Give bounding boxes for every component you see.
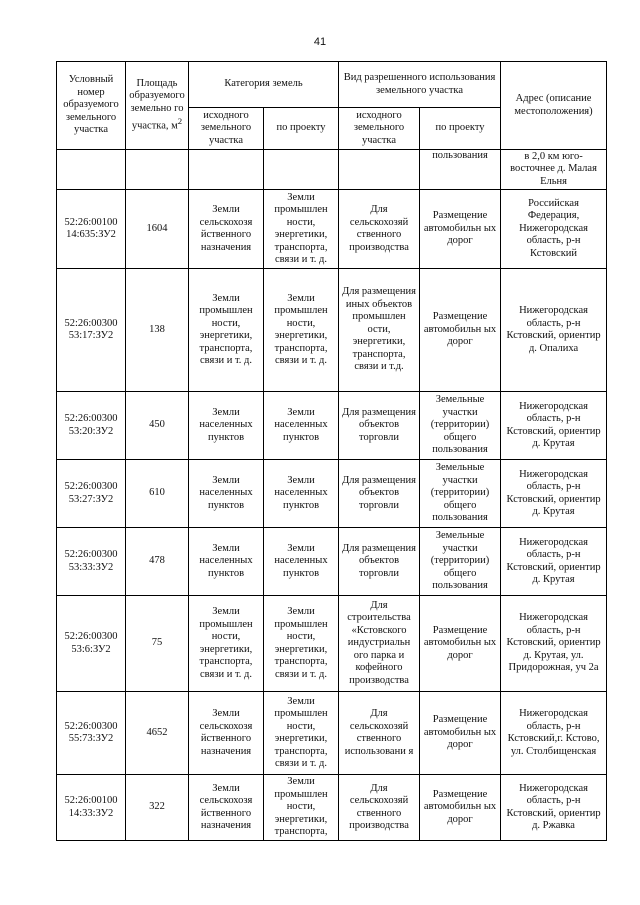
cell-use-project: пользования: [420, 150, 501, 190]
cell-plot-area: 450: [126, 392, 189, 460]
header-plot-area-text: Площадь образуемого земельно го участка, м: [129, 77, 185, 132]
cell-use-original: Для сельскохозяй ственного использовани я: [339, 692, 420, 775]
table-row: [57, 190, 607, 269]
page-number: 41: [313, 36, 327, 48]
cell-category-project: Земли промышлен ности, энергетики, транспорта,: [264, 775, 339, 841]
cell-category-project: Земли промышлен ности, энергетики, транспорта, связи и т. д.: [264, 269, 339, 392]
cell-use-original: Для размещения объектов торговли: [339, 528, 420, 596]
cell-address: в 2,0 км юго-восточнее д. Малая Ельня: [501, 150, 607, 190]
header-plot-area-sup: 2: [177, 116, 183, 127]
header-row-main: [57, 62, 607, 108]
cell-address: Нижегородская область, р-н Кстовский, ориентир д. Опалиха: [501, 269, 607, 392]
cell-category-project: Земли промышлен ности, энергетики, транспорта, связи и т. д.: [264, 596, 339, 692]
header-category-original: исходного земельного участка: [189, 108, 264, 150]
table-row: [57, 269, 607, 392]
cell-empty: [126, 150, 189, 190]
cell-use-original: Для размещения иных объектов промышлен ости, энергетики, транспорта, связи и т.д.: [339, 269, 420, 392]
cell-category-original: Земли сельскохозя йственного назначения: [189, 692, 264, 775]
cell-plot-area: 1604: [126, 190, 189, 269]
cell-plot-area: 75: [126, 596, 189, 692]
cell-category-original: Земли сельскохозя йственного назначения: [189, 775, 264, 841]
header-land-category: Категория земель: [189, 62, 339, 108]
header-plot-number: Условный номер образуемого земельного участка: [57, 62, 126, 150]
cell-address: Российская Федерация, Нижегородская область, р-н Кстовский: [501, 190, 607, 269]
cell-use-project: Размещение автомобильн ых дорог: [420, 692, 501, 775]
cell-plot-area: 4652: [126, 692, 189, 775]
cell-use-original: Для размещения объектов торговли: [339, 460, 420, 528]
cell-plot-area: 138: [126, 269, 189, 392]
cell-category-project: Земли промышлен ности, энергетики, транспорта, связи и т. д.: [264, 692, 339, 775]
cell-use-project: Размещение автомобильн ых дорог: [420, 596, 501, 692]
cell-plot-number: 52:26:00100 14:33:ЗУ2: [57, 775, 126, 841]
cell-address: Нижегородская область, р-н Кстовский, ориентир д. Крутая: [501, 460, 607, 528]
cell-address: Нижегородская область, р-н Кстовский, ориентир д. Ржавка: [501, 775, 607, 841]
header-permitted-use: Вид разрешенного использования земельного участка: [339, 62, 501, 108]
header-plot-area: [126, 62, 189, 150]
cell-empty: [189, 150, 264, 190]
cell-category-project: Земли промышлен ности, энергетики, транспорта, связи и т. д.: [264, 190, 339, 269]
land-plots-table: [56, 61, 607, 841]
cell-use-original: Для размещения объектов торговли: [339, 392, 420, 460]
cell-category-original: Земли промышлен ности, энергетики, транспорта, связи и т. д.: [189, 596, 264, 692]
cell-category-original: Земли населенных пунктов: [189, 392, 264, 460]
cell-empty: [264, 150, 339, 190]
cell-use-project: Размещение автомобильн ых дорог: [420, 775, 501, 841]
table-row: [57, 775, 607, 841]
header-address: Адрес (описание местоположения): [501, 62, 607, 150]
cell-plot-area: 610: [126, 460, 189, 528]
cell-address: Нижегородская область, р-н Кстовский,г. Кстово, ул. Столбищенская: [501, 692, 607, 775]
cell-category-original: Земли промышлен ности, энергетики, транспорта, связи и т. д.: [189, 269, 264, 392]
cell-plot-number: 52:26:00300 53:33:ЗУ2: [57, 528, 126, 596]
cell-category-original: Земли населенных пунктов: [189, 528, 264, 596]
cell-plot-number: 52:26:00300 53:6:ЗУ2: [57, 596, 126, 692]
cell-plot-number: 52:26:00300 53:20:ЗУ2: [57, 392, 126, 460]
cell-category-original: Земли сельскохозя йственного назначения: [189, 190, 264, 269]
cell-address: Нижегородская область, р-н Кстовский, ориентир д. Крутая: [501, 528, 607, 596]
table-row: [57, 692, 607, 775]
cell-plot-number: 52:26:00300 53:27:ЗУ2: [57, 460, 126, 528]
header-use-project: по проекту: [420, 108, 501, 150]
cell-empty: [57, 150, 126, 190]
cell-plot-number: 52:26:00100 14:635:ЗУ2: [57, 190, 126, 269]
table-row: [57, 392, 607, 460]
cell-empty: [339, 150, 420, 190]
cell-use-project: Земельные участки (территории) общего пользования: [420, 528, 501, 596]
table-row: [57, 460, 607, 528]
cell-address: Нижегородская область, р-н Кстовский, ориентир д. Крутая, ул. Придорожная, уч 2а: [501, 596, 607, 692]
cell-category-project: Земли населенных пунктов: [264, 460, 339, 528]
cell-category-project: Земли населенных пунктов: [264, 528, 339, 596]
table-row: [57, 596, 607, 692]
cell-use-project: Размещение автомобильн ых дорог: [420, 190, 501, 269]
cell-use-original: Для сельскохозяй ственного производства: [339, 775, 420, 841]
cell-use-project: Земельные участки (территории) общего пользования: [420, 460, 501, 528]
cell-use-project: Размещение автомобильн ых дорог: [420, 269, 501, 392]
header-use-original: исходного земельного участка: [339, 108, 420, 150]
table-row-continuation: [57, 150, 607, 190]
cell-plot-number: 52:26:00300 55:73:ЗУ2: [57, 692, 126, 775]
cell-category-original: Земли населенных пунктов: [189, 460, 264, 528]
cell-use-original: Для сельскохозяй ственного производства: [339, 190, 420, 269]
header-category-project: по проекту: [264, 108, 339, 150]
cell-plot-area: 478: [126, 528, 189, 596]
cell-plot-area: 322: [126, 775, 189, 841]
cell-plot-number: 52:26:00300 53:17:ЗУ2: [57, 269, 126, 392]
cell-address: Нижегородская область, р-н Кстовский, ориентир д. Крутая: [501, 392, 607, 460]
cell-use-project: Земельные участки (территории) общего пользования: [420, 392, 501, 460]
cell-use-original: Для строительства «Кстовского индустриальн ого парка и кофейного производства: [339, 596, 420, 692]
cell-category-project: Земли населенных пунктов: [264, 392, 339, 460]
table-row: [57, 528, 607, 596]
